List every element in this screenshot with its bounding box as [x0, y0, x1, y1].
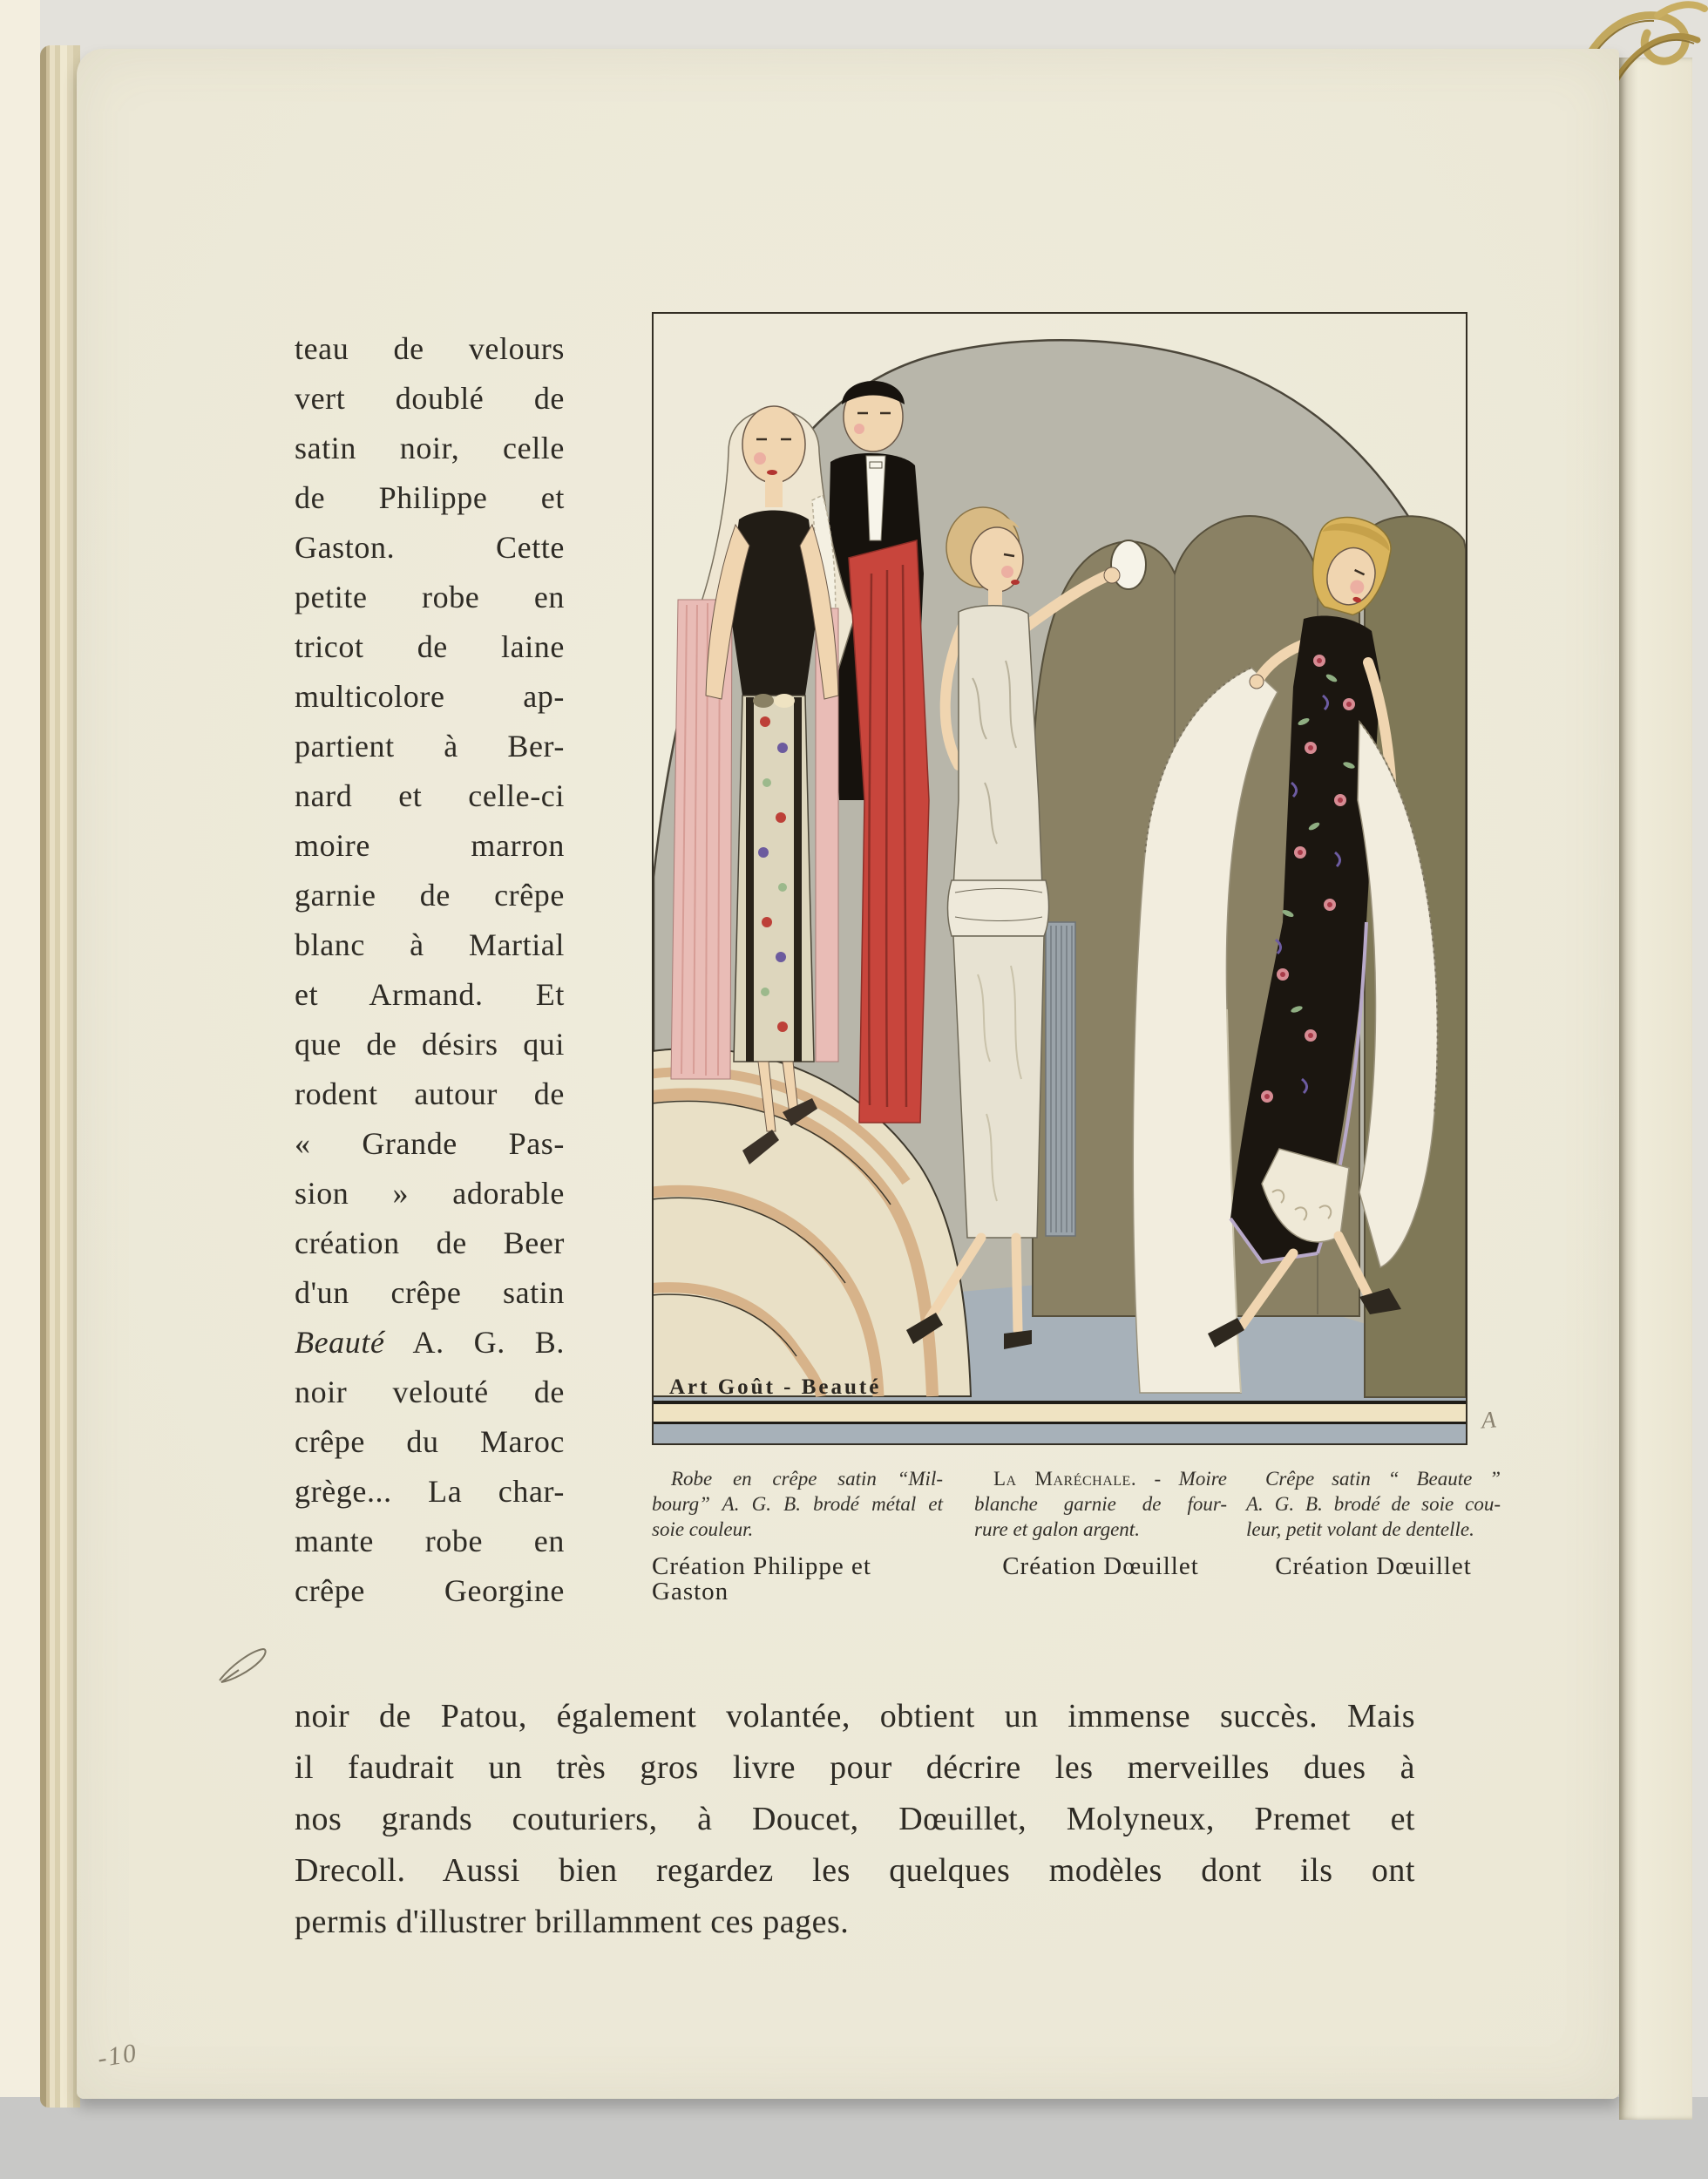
- caption-line: Crêpe satin “ Beaute ”: [1265, 1468, 1501, 1490]
- text-line: et Armand. Et: [295, 977, 565, 1012]
- caption-line: leur, petit volant de dentelle.: [1246, 1518, 1474, 1540]
- text-line: Drecoll. Aussi bien regardez les quelques modèles dont ils ont: [295, 1852, 1415, 1889]
- text-line: nos grands couturiers, à Doucet, Dœuillet, Molyneux, Premet et: [295, 1801, 1415, 1837]
- text-line: « Grande Pas-: [295, 1126, 565, 1161]
- text-line: crêpe du Maroc: [295, 1424, 565, 1459]
- left-text-column: [295, 324, 565, 1616]
- text-line: il faudrait un très gros livre pour décrire les merveilles dues à: [295, 1749, 1415, 1786]
- brand-rest: A. G. B.: [412, 1325, 565, 1360]
- text-line: de Philippe et: [295, 480, 565, 515]
- backdrop-left-strip: [0, 0, 40, 2179]
- fashion-plate: [652, 312, 1467, 1446]
- text-line: moire marron: [295, 828, 565, 863]
- text-line: partient à Ber-: [295, 729, 565, 764]
- brand-italic: Beauté: [295, 1325, 385, 1360]
- figure-left-woman: [671, 406, 854, 1164]
- caption-credit: Création Dœuillet: [1002, 1552, 1199, 1580]
- caption-lead-rest: - Moire: [1154, 1468, 1228, 1490]
- pencil-leaf-squiggle: [213, 1640, 274, 1688]
- text-line: tricot de laine: [295, 629, 565, 664]
- text-line: permis d'illustrer brillamment ces pages.: [295, 1904, 850, 1940]
- text-line: multicolore ap-: [295, 679, 565, 714]
- text-line: rodent autour de: [295, 1076, 565, 1111]
- book-spine-page-stack: [40, 45, 80, 2108]
- text-line: blanc à Martial: [295, 927, 565, 962]
- text-line: sion » adorable: [295, 1176, 565, 1211]
- caption-line: rure et galon argent.: [974, 1518, 1140, 1540]
- text-line: que de désirs qui: [295, 1027, 565, 1062]
- text-line: grège... La char-: [295, 1474, 565, 1509]
- caption-title: La Maréchale.: [993, 1468, 1137, 1490]
- caption-credit: Création Dœuillet: [1275, 1552, 1472, 1580]
- text-line: noir velouté de: [295, 1375, 565, 1409]
- text-line-brand: [295, 1318, 565, 1368]
- text-line: garnie de crêpe: [295, 878, 565, 913]
- closing-paragraph: [295, 1691, 1415, 1948]
- pencil-number-annotation: -10: [95, 2038, 140, 2074]
- text-line: d'un crêpe satin: [295, 1275, 565, 1310]
- caption-line: Robe en crêpe satin “Mil-: [671, 1468, 943, 1490]
- backdrop-bottom-strip: [0, 2097, 1708, 2179]
- plate-signature: Art Goût - Beauté: [669, 1375, 882, 1399]
- caption-left: [652, 1466, 943, 1605]
- underlying-page-edge: [1619, 58, 1692, 2120]
- text-line: satin noir, celle: [295, 431, 565, 465]
- caption-line: A. G. B. brodé de soie cou-: [1246, 1493, 1501, 1515]
- caption-middle: [974, 1466, 1227, 1579]
- caption-line: blanche garnie de four-: [974, 1493, 1227, 1515]
- text-line: nard et celle-ci: [295, 778, 565, 813]
- text-line: noir de Patou, également volantée, obtient un immense succès. Mais: [295, 1698, 1415, 1734]
- caption-credit: Création Philippe et Gaston: [652, 1552, 871, 1605]
- caption-line: bourg” A. G. B. brodé métal et: [652, 1493, 943, 1515]
- text-line: vert doublé de: [295, 381, 565, 416]
- caption-line: soie couleur.: [652, 1518, 754, 1540]
- text-line: mante robe en: [295, 1524, 565, 1558]
- text-line: création de Beer: [295, 1225, 565, 1260]
- text-line: petite robe en: [295, 580, 565, 614]
- text-line: Gaston. Cette: [295, 530, 565, 565]
- caption-right: [1246, 1466, 1501, 1579]
- caption-line: [974, 1466, 1227, 1491]
- text-line: teau de velours: [295, 331, 565, 366]
- margin-letter-annotation: A: [1480, 1406, 1497, 1434]
- text-line: crêpe Georgine: [295, 1573, 565, 1608]
